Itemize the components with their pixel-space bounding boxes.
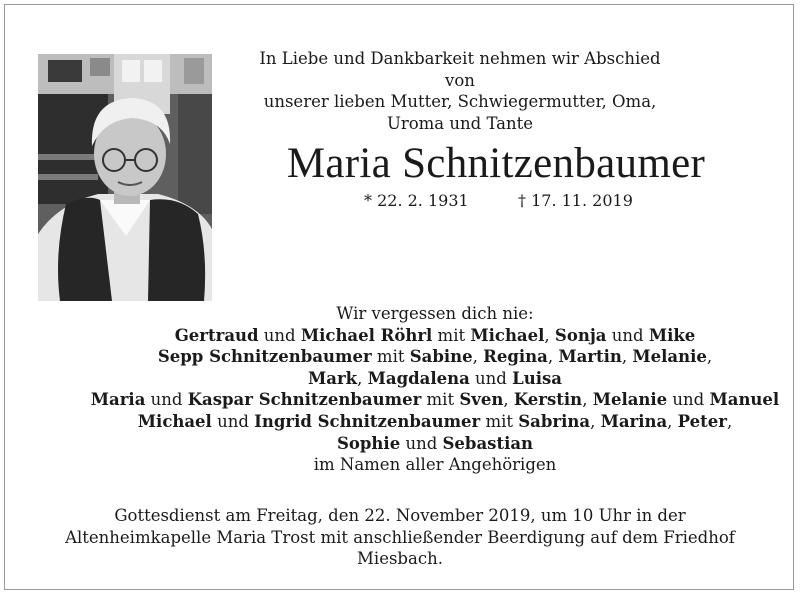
mourner-line <box>80 325 790 347</box>
mourner-name: Magdalena <box>367 368 470 388</box>
mourner-name: Melanie <box>632 347 707 367</box>
separator: und <box>606 325 649 345</box>
separator: , <box>357 368 368 388</box>
mourner-name: Martin <box>558 347 622 367</box>
mourner-name: Sebastian <box>442 433 534 453</box>
separator: , <box>667 411 678 431</box>
death-date: † 17. 11. 2019 <box>518 191 633 210</box>
mourner-name: Regina <box>483 347 548 367</box>
mourner-line <box>80 346 790 368</box>
mourner-name: Mike <box>648 325 696 345</box>
intro-line: In Liebe und Dankbarkeit nehmen wir Abschied von <box>259 49 661 90</box>
life-dates <box>300 191 700 213</box>
mourners-heading: Wir vergessen dich nie: <box>336 304 534 323</box>
service-info <box>20 505 780 570</box>
mourner-name: Michael <box>137 411 212 431</box>
deceased-name: Maria Schnitzenbaumer <box>286 140 706 187</box>
separator: , <box>547 347 559 367</box>
mourner-name: Melanie <box>592 390 668 410</box>
mourner-name: Peter <box>677 411 727 431</box>
mourner-name: Michael <box>470 325 545 345</box>
mourner-name: Luisa <box>512 368 562 388</box>
mourner-name: Sabrina <box>518 411 591 431</box>
mourner-line <box>80 389 790 411</box>
mourner-name: Maria <box>90 390 146 410</box>
separator: mit <box>480 411 519 431</box>
separator: und <box>469 368 513 388</box>
separator: mit <box>421 390 460 410</box>
separator: , <box>726 411 733 431</box>
birth-date: * 22. 2. 1931 <box>364 191 469 210</box>
mourner-name: Manuel <box>709 390 780 410</box>
mourner-name: Gertraud <box>174 325 259 345</box>
intro-line: Uroma und Tante <box>386 113 534 133</box>
separator: und <box>211 411 255 431</box>
mourner-name: Mark <box>308 368 358 388</box>
service-line: Altenheimkapelle Maria Trost mit anschließender Beerdigung auf dem Friedhof Miesbach. <box>65 527 735 568</box>
separator: , <box>582 390 593 410</box>
mourner-name: Sabine <box>409 347 473 367</box>
separator: , <box>472 347 484 367</box>
separator: und <box>145 390 188 410</box>
mourner-line <box>80 368 790 390</box>
mourner-line <box>80 411 790 433</box>
mourners-closing: im Namen aller Angehörigen <box>313 455 557 475</box>
mourner-name: Ingrid Schnitzenbaumer <box>254 411 481 431</box>
mourner-name: Kerstin <box>513 390 583 410</box>
mourner-name: Michael Röhrl <box>300 325 433 345</box>
separator: mit <box>371 347 410 367</box>
intro-text <box>250 48 670 134</box>
separator: und <box>258 325 301 345</box>
mourner-name: Kaspar Schnitzenbaumer <box>187 390 422 410</box>
separator: , <box>544 325 555 345</box>
mourner-name: Sven <box>459 390 504 410</box>
service-line: Gottesdienst am Freitag, den 22. November 2019, um 10 Uhr in der <box>114 506 686 525</box>
mourner-name: Marina <box>600 411 668 431</box>
separator: , <box>503 390 514 410</box>
portrait-photo <box>38 54 212 301</box>
mourner-name: Sonja <box>554 325 607 345</box>
separator: und <box>400 433 443 453</box>
intro-line: unserer lieben Mutter, Schwiegermutter, Oma, <box>263 92 657 111</box>
mourner-name: Sophie <box>336 433 401 453</box>
separator: mit <box>432 325 471 345</box>
mourner-name: Sepp Schnitzenbaumer <box>157 347 372 367</box>
separator: und <box>667 390 710 410</box>
separator: , <box>706 347 713 367</box>
mourners-list <box>80 303 790 476</box>
separator: , <box>590 411 601 431</box>
mourner-line <box>80 433 790 455</box>
separator: , <box>621 347 633 367</box>
